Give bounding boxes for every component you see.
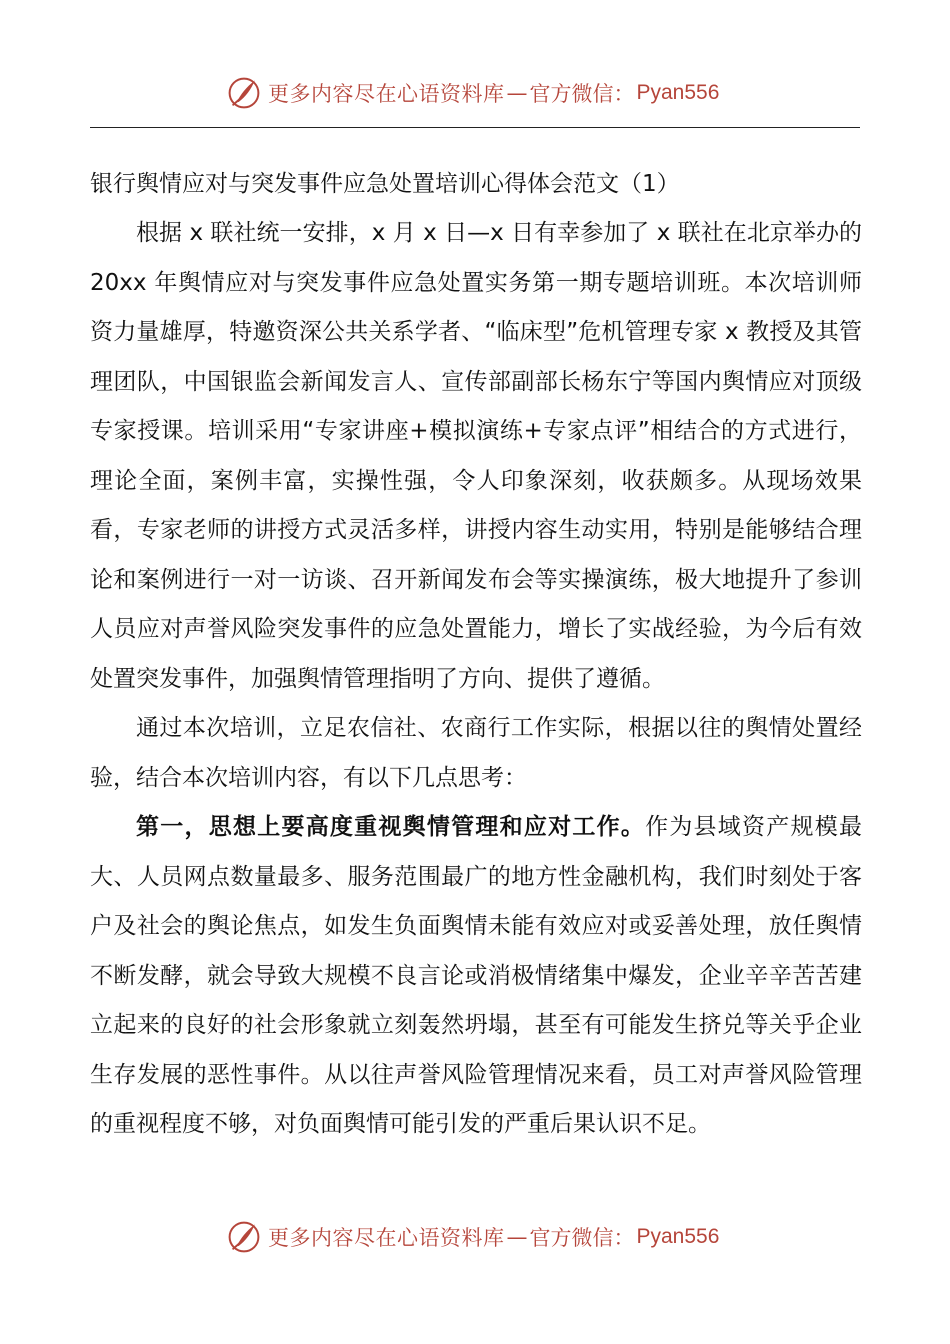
- footer-brand-text: 更多内容尽在心语资料库: [268, 1226, 505, 1250]
- header-brand-text: 更多内容尽在心语资料库: [268, 82, 505, 106]
- paragraph-1-text: 根据 x 联社统一安排，x 月 x 日—x 日有幸参加了 x 联社在北京举办的 20xx 年舆情应对与突发事件应急处置实务第一期专题培训班。本次培训师资力量雄厚，特邀资深公共关系学者、“临床型”危机管理专家 x 教授及其管理团队，中国银监会新闻发言人、宣传部副部长杨东宁等国内舆情应对顶级专家授课。培训采用“专家讲座+模拟演练+专家点评”相结合的方式进行，理论全面，案例丰富，实操性强，令人印象深刻，收获颇多。从现场效果看，专家老师的讲授方式灵活多样，讲授内容生动实用，特别是能够结合理论和案例进行一对一访谈、召开新闻发布会等实操演练，极大地提升了参训人员应对声誉风险突发事件的应急处置能力，增长了实战经验，为今后有效处置突发事件，加强舆情管理指明了方向、提供了遵循。: [90, 220, 862, 692]
- quill-pen-logo-icon: [226, 75, 262, 111]
- footer-wechat-id: Pyan556: [636, 1225, 720, 1248]
- paragraph-1: [90, 209, 862, 704]
- header-brand-line: [226, 76, 719, 110]
- header-wechat-id: Pyan556: [636, 81, 720, 104]
- header-divider: [90, 127, 860, 128]
- quill-pen-logo-icon: [226, 1219, 262, 1255]
- document-title: 银行舆情应对与突发事件应急处置培训心得体会范文（1）: [90, 171, 680, 197]
- footer-dash: —: [506, 1225, 528, 1249]
- page-footer: [0, 1212, 950, 1260]
- paragraph-3-lead: 第一，思想上要高度重视舆情管理和应对工作。: [136, 814, 646, 840]
- footer-wechat-label: 官方微信：: [529, 1226, 635, 1250]
- document-body: [90, 160, 862, 1150]
- footer-brand-line: [226, 1220, 719, 1254]
- paragraph-2-text: 通过本次培训，立足农信社、农商行工作实际，根据以往的舆情处置经验，结合本次培训内容，有以下几点思考：: [90, 715, 862, 791]
- page-header: [0, 68, 950, 116]
- paragraph-2: [90, 704, 862, 803]
- paragraph-3: [90, 803, 862, 1150]
- paragraph-3-text: 作为县域资产规模最大、人员网点数量最多、服务范围最广的地方性金融机构，我们时刻处于客户及社会的舆论焦点，如发生负面舆情未能有效应对或妥善处理，放任舆情不断发酵，就会导致大规模不良言论或消极情绪集中爆发，企业辛辛苦苦建立起来的良好的社会形象就立刻轰然坍塌，甚至有可能发生挤兑等关乎企业生存发展的恶性事件。从以往声誉风险管理情况来看，员工对声誉风险管理的重视程度不够，对负面舆情可能引发的严重后果认识不足。: [90, 814, 863, 1137]
- header-dash: —: [506, 81, 528, 105]
- header-wechat-label: 官方微信：: [529, 82, 635, 106]
